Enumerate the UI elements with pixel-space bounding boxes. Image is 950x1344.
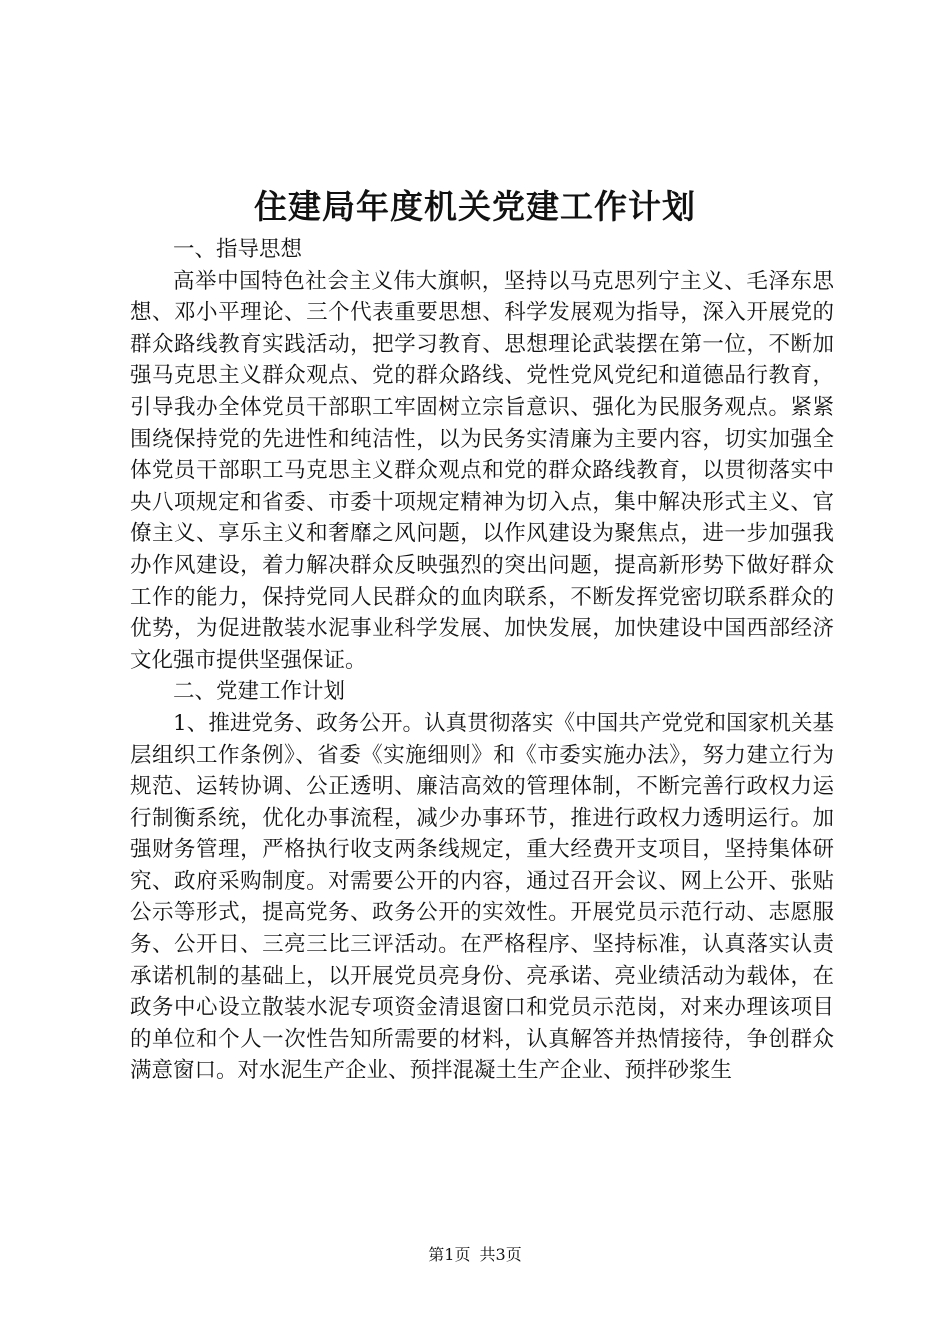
page-footer — [0, 1244, 950, 1266]
paragraph: 高举中国特色社会主义伟大旗帜，坚持以马克思列宁主义、毛泽东思想、邓小平理论、三个代表重要思想、科学发展观为指导，深入开展党的群众路线教育实践活动，把学习教育、思想理论武装摆在第一位，不断加强马克思主义群众观点、党的群众路线、党性党风党纪和道德品行教育，引导我办全体党员干部职工牢固树立宗旨意识、强化为民服务观点。紧紧围绕保持党的先进性和纯洁性，以为民务实清廉为主要内容，切实加强全体党员干部职工马克思主义群众观点和党的群众路线教育，以贯彻落实中央八项规定和省委、市委十项规定精神为切入点，集中解决形式主义、官僚主义、享乐主义和奢靡之风问题，以作风建设为聚焦点，进一步加强我办作风建设，着力解决群众反映强烈的突出问题，提高新形势下做好群众工作的能力，保持党同人民群众的血肉联系，不断发挥党密切联系群众的优势，为促进散装水泥事业科学发展、加快发展，加快建设中国西部经济文化强市提供坚强保证。 — [130, 268, 834, 673]
document-body — [130, 234, 834, 1087]
section-heading: 二、党建工作计划 — [173, 679, 346, 705]
paragraph: 1、推进党务、政务公开。认真贯彻落实《中国共产党党和国家机关基层组织工作条例》、省委《实施细则》和《市委实施办法》，努力建立行为规范、运转协调、公正透明、廉洁高效的管理体制，不断完善行政权力运行制衡系统，优化办事流程，减少办事环节，推进行政权力透明运行。加强财务管理，严格执行收支两条线规定，重大经费开支项目，坚持集体研究、政府采购制度。对需要公开的内容，通过召开会议、网上公开、张贴公示等形式，提高党务、政务公开的实效性。开展党员示范行动、志愿服务、公开日、三亮三比三评活动。在严格程序、坚持标准，认真落实认责承诺机制的基础上，以开展党员亮身份、亮承诺、亮业绩活动为载体，在政务中心设立散装水泥专项资金清退窗口和党员示范岗，对来办理该项目的单位和个人一次性告知所需要的材料，认真解答并热情接待，争创群众满意窗口。对水泥生产企业、预拌混凝土生产企业、预拌砂浆生 — [130, 710, 834, 1084]
document-title: 住建局年度机关党建工作计划 — [254, 187, 696, 226]
page-total: 共3页 — [479, 1245, 522, 1264]
section-heading: 一、指导思想 — [173, 237, 303, 262]
page-number: 第1页 — [428, 1245, 471, 1264]
